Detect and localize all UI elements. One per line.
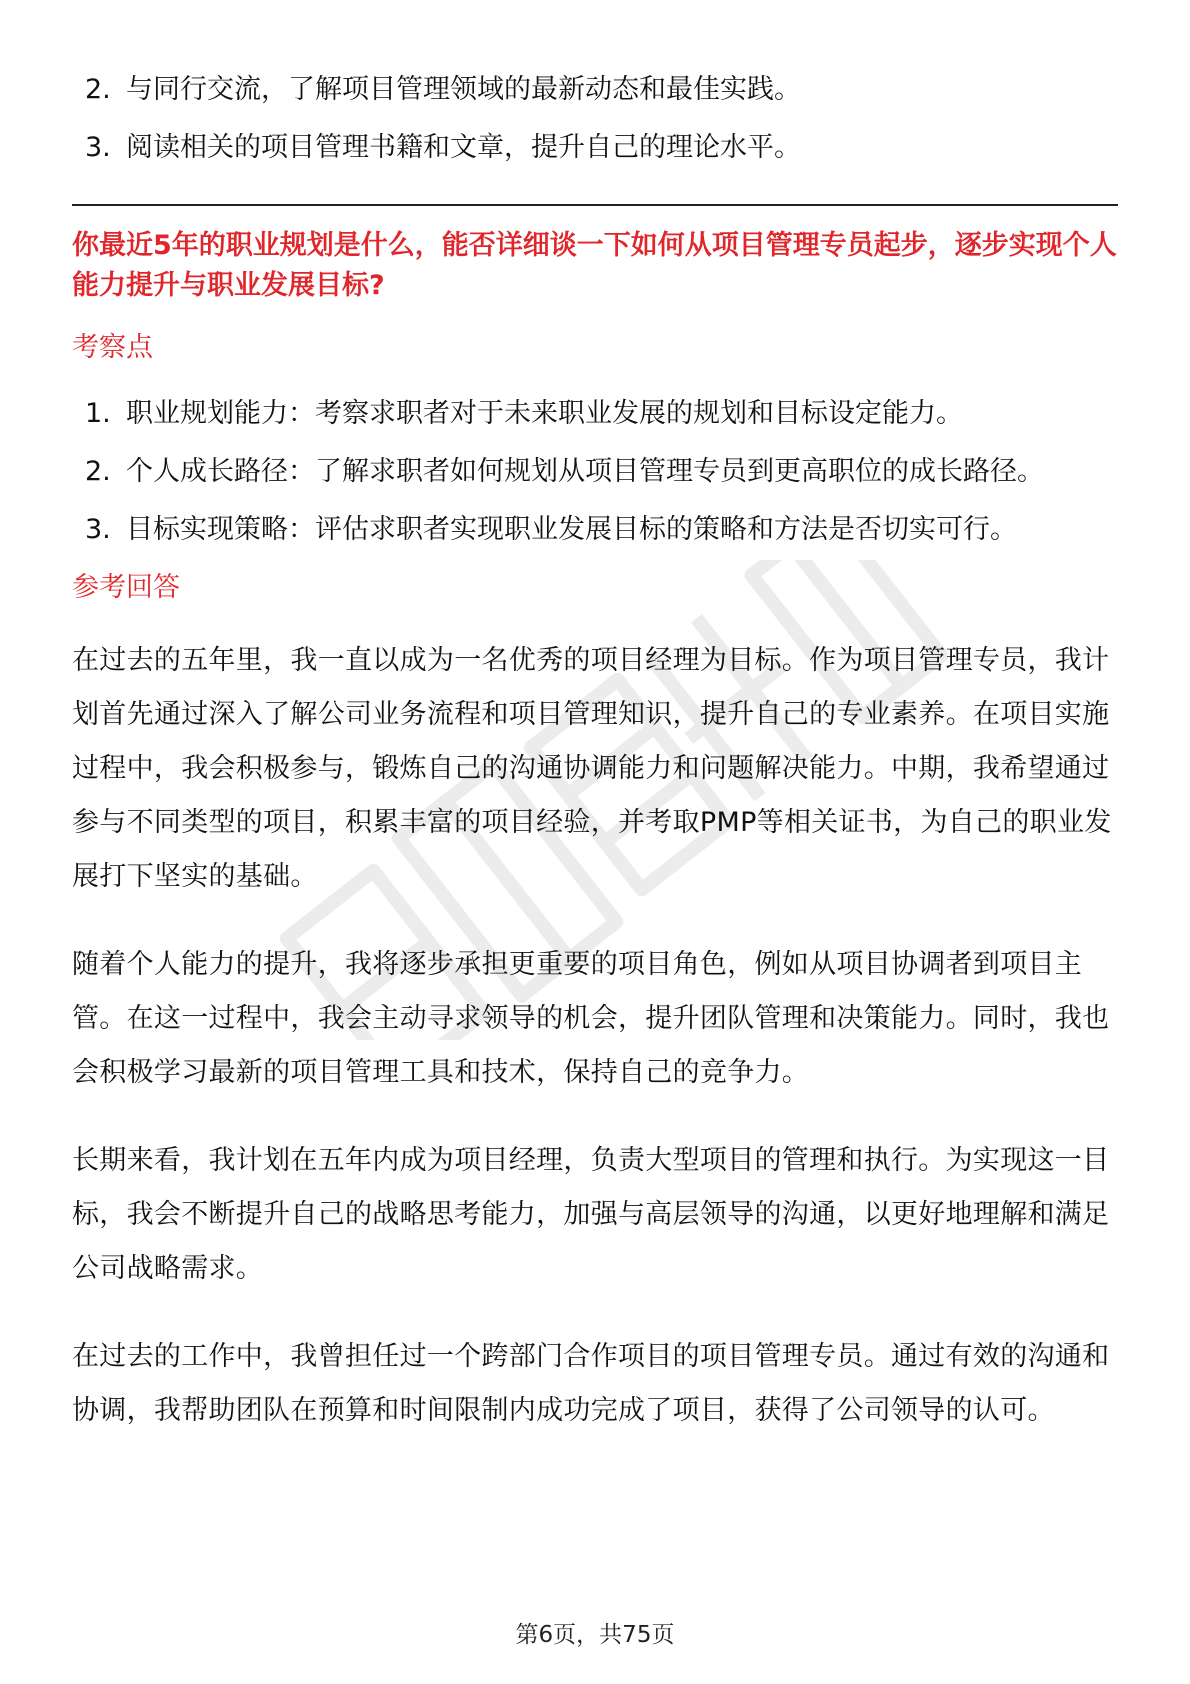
- list-item: [72, 452, 1118, 492]
- list-text: 阅读相关的项目管理书籍和文章，提升自己的理论水平。: [126, 132, 801, 163]
- list-item: [72, 128, 1118, 168]
- answer-paragraph: 长期来看，我计划在五年内成为项目经理，负责大型项目的管理和执行。为实现这一目标，我会不断提升自己的战略思考能力，加强与高层领导的沟通，以更好地理解和满足公司战略需求。: [72, 1145, 1110, 1284]
- list-number: 3.: [85, 132, 111, 163]
- page-number: 第6页，共75页: [515, 1622, 675, 1648]
- list-text: 职业规划能力：考察求职者对于未来职业发展的规划和目标设定能力。: [126, 398, 963, 429]
- list-text: 目标实现策略：评估求职者实现职业发展目标的策略和方法是否切实可行。: [126, 514, 1017, 545]
- content-area: [72, 70, 1118, 1472]
- answer-paragraph: 在过去的五年里，我一直以成为一名优秀的项目经理为目标。作为项目管理专员，我计划首先通过深入了解公司业务流程和项目管理知识，提升自己的专业素养。在项目实施过程中，我会积极参与，锻炼自己的沟通协调能力和问题解决能力。中期，我希望通过参与不同类型的项目，积累丰富的项目经验，并考取PMP等相关证书，为自己的职业发展打下坚实的基础。: [72, 645, 1112, 892]
- exam-points-heading: 考察点: [72, 332, 153, 363]
- list-number: 2.: [85, 456, 111, 487]
- interview-question: 你最近5年的职业规划是什么，能否详细谈一下如何从项目管理专员起步，逐步实现个人能力提升与职业发展目标?: [72, 230, 1117, 301]
- list-number: 1.: [85, 398, 111, 429]
- list-text: 与同行交流，了解项目管理领域的最新动态和最佳实践。: [126, 74, 801, 105]
- reference-answer-heading: 参考回答: [72, 572, 180, 603]
- list-number: 3.: [85, 514, 111, 545]
- exam-points-list: [72, 394, 1118, 550]
- list-text: 个人成长路径：了解求职者如何规划从项目管理专员到更高职位的成长路径。: [126, 456, 1044, 487]
- list-item: [72, 70, 1118, 110]
- answer-paragraph: 在过去的工作中，我曾担任过一个跨部门合作项目的项目管理专员。通过有效的沟通和协调，我帮助团队在预算和时间限制内成功完成了项目，获得了公司领导的认可。: [72, 1341, 1110, 1426]
- list-item: [72, 394, 1118, 434]
- section-divider: [72, 204, 1118, 206]
- list-item: [72, 510, 1118, 550]
- top-list: [72, 70, 1118, 168]
- list-number: 2.: [85, 74, 111, 105]
- answer-paragraph: 随着个人能力的提升，我将逐步承担更重要的项目角色，例如从项目协调者到项目主管。在这一过程中，我会主动寻求领导的机会，提升团队管理和决策能力。同时，我也会积极学习最新的项目管理工具和技术，保持自己的竞争力。: [72, 949, 1110, 1088]
